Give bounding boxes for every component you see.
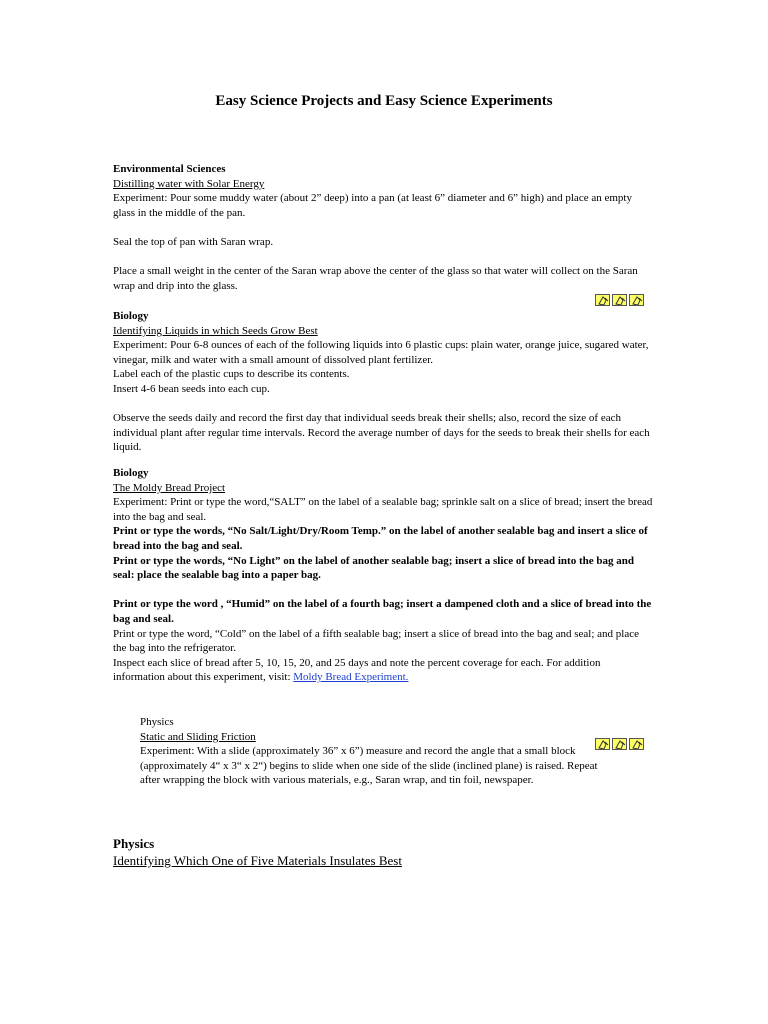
page-title: Easy Science Projects and Easy Science Experiments xyxy=(215,93,553,109)
rating-icons xyxy=(595,294,644,306)
moldy-bread-link[interactable]: Moldy Bread Experiment. xyxy=(293,671,409,684)
section-heading: Physics xyxy=(113,836,155,851)
rating-icon xyxy=(595,738,610,750)
rating-icon xyxy=(629,294,644,306)
paragraph: Experiment: Pour some muddy water (about 2” deep) into a pan (at least 6” diameter and 6” high) and place an empty glass in the middle of the pan. xyxy=(113,192,632,219)
paragraph: Print or type the words, “No Salt/Light/Dry/Room Temp.” on the label of another sealable bag and insert a slice of bread into the bag and seal. xyxy=(113,525,648,552)
section-biology-bread xyxy=(113,466,653,685)
paragraph: Experiment: Print or type the word,“SALT” on the label of a sealable bag; sprinkle salt on a slice of bread; insert the bread into the bag and seal. xyxy=(113,496,653,523)
paragraph-with-link xyxy=(113,656,653,685)
paragraph: Print or type the words, “No Light” on the label of another sealable bag; insert a slice of bread into the bag and seal: place the sealable bag into a paper bag. xyxy=(113,554,634,582)
section-subheading: Identifying Which One of Five Materials Insulates Best xyxy=(113,853,402,868)
section-heading: Biology xyxy=(113,467,149,479)
paragraph-text: Inspect each slice of bread after 5, 10, 15, 20, and 25 days and note the percent coverage for each. For addition information about this experiment, visit: xyxy=(113,656,601,684)
rating-icon xyxy=(629,738,644,750)
section-heading: Biology xyxy=(113,310,149,322)
paragraph: Label each of the plastic cups to describe its contents. xyxy=(113,368,350,381)
rating-icon xyxy=(612,738,627,750)
rating-icon xyxy=(612,294,627,306)
paragraph: Experiment: With a slide (approximately 36” x 6”) measure and record the angle that a small block (approximately 4“ x 3“ x 2“) begins to slide when one side of the slide (inclined plane) is raised. Repeat after wrapping the block with various materials, e.g., Saran wrap, and tin foil, newspaper. xyxy=(140,745,598,787)
section-subheading: Static and Sliding Friction xyxy=(140,730,256,743)
section-heading: Environmental Sciences xyxy=(113,163,226,175)
section-physics-insulation xyxy=(113,836,653,869)
paragraph: Print or type the word , “Humid” on the label of a fourth bag; insert a dampened cloth and a slice of bread into the bag and seal. xyxy=(113,598,652,625)
paragraph: Experiment: Pour 6-8 ounces of each of the following liquids into 6 plastic cups: plain water, orange juice, sugared water, vinegar, milk and water with a small amount of dissolved plant fertilizer. xyxy=(113,339,649,366)
paragraph: Observe the seeds daily and record the first day that individual seeds break their shells; also, record the size of each individual plant after regular time intervals. Record the average number of days for the seeds to break their shells for each liquid. xyxy=(113,412,650,454)
section-biology-seeds xyxy=(113,309,653,455)
section-subheading: Distilling water with Solar Energy xyxy=(113,177,265,190)
section-subheading: Identifying Liquids in which Seeds Grow Best xyxy=(113,324,318,337)
section-physics-friction xyxy=(140,715,655,788)
paragraph: Seal the top of pan with Saran wrap. xyxy=(113,235,274,248)
paragraph: Print or type the word, “Cold” on the label of a fifth sealable bag; insert a slice of bread into the bag and seal; and place the bag into the refrigerator. xyxy=(113,627,639,655)
paragraph: Place a small weight in the center of the Saran wrap above the center of the glass so that water will collect on the Saran wrap and drip into the glass. xyxy=(113,265,638,292)
paragraph: Insert 4-6 bean seeds into each cup. xyxy=(113,382,270,395)
section-subheading: The Moldy Bread Project xyxy=(113,481,226,494)
section-environmental xyxy=(113,162,653,293)
section-heading: Physics xyxy=(140,716,174,728)
rating-icon xyxy=(595,294,610,306)
rating-icons xyxy=(595,738,644,750)
